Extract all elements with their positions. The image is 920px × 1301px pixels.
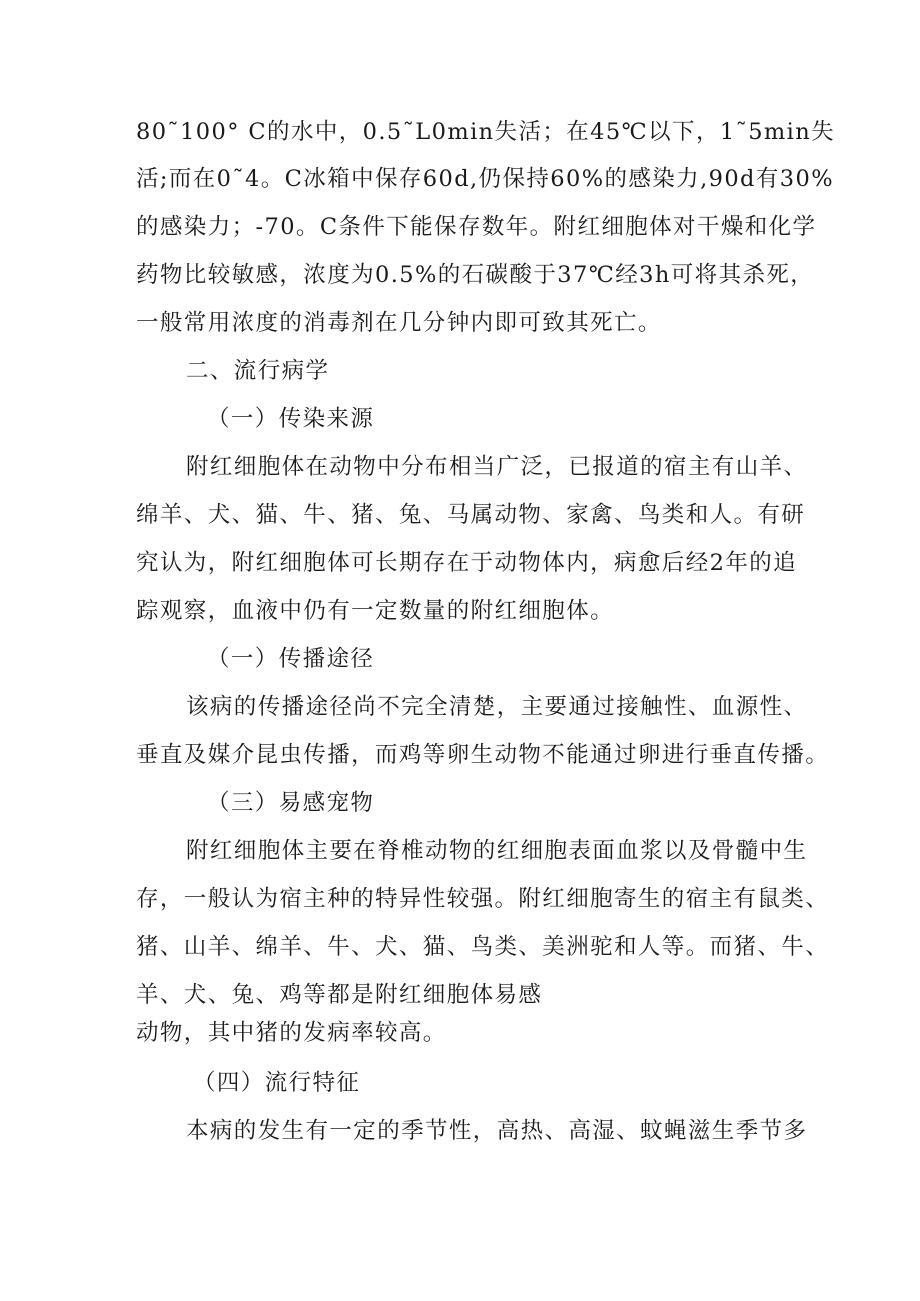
subsection-heading: （三）易感宠物 xyxy=(207,790,375,816)
paragraph-line: 的感染力；-70。C条件下能保存数年。附红细胞体对干燥和化学 xyxy=(136,214,817,240)
paragraph-line: 绵羊、犬、猫、牛、猪、兔、马属动物、家禽、鸟类和人。有研 xyxy=(136,502,806,528)
paragraph-line: 羊、犬、兔、鸡等都是附红细胞体易感 xyxy=(136,982,543,1008)
subsection-heading: （一）传播途径 xyxy=(207,646,375,672)
paragraph-line: 药物比较敏感，浓度为0.5%的石碳酸于37℃经3h可将其杀死， xyxy=(136,262,815,288)
paragraph-line: 附红细胞体主要在脊椎动物的红细胞表面血浆以及骨髓中生 xyxy=(186,838,808,864)
paragraph-line: 猪、山羊、绵羊、牛、犬、猫、鸟类、美洲驼和人等。而猪、牛、 xyxy=(136,934,830,960)
paragraph-line: 动物，其中猪的发病率较高。 xyxy=(136,1020,447,1046)
paragraph-line: 活;而在0˜4。C冰箱中保存60d,仍保持60%的感染力,90d有30% xyxy=(136,166,834,192)
paragraph-line: 80˜100° C的水中，0.5˜L0min失活；在45℃以下，1˜5min失 xyxy=(136,119,836,145)
paragraph-line: 垂直及媒介昆虫传播，而鸡等卵生动物不能通过卵进行垂直传播。 xyxy=(136,742,830,768)
paragraph-line: 究认为，附红细胞体可长期存在于动物体内，病愈后经2年的追 xyxy=(136,550,798,576)
paragraph-line: 本病的发生有一定的季节性，高热、高湿、蚊蝇滋生季节多 xyxy=(186,1118,808,1144)
paragraph-line: 附红细胞体在动物中分布相当广泛，已报道的宿主有山羊、 xyxy=(186,454,808,480)
paragraph-line: 踪观察，血液中仍有一定数量的附红细胞体。 xyxy=(136,598,615,624)
section-heading: 二、流行病学 xyxy=(186,358,330,384)
paragraph-line: 该病的传播途径尚不完全清楚，主要通过接触性、血源性、 xyxy=(186,694,808,720)
subsection-heading: （四）流行特征 xyxy=(193,1070,361,1096)
subsection-heading: （一）传染来源 xyxy=(207,406,375,432)
paragraph-line: 存，一般认为宿主种的特异性较强。附红细胞寄生的宿主有鼠类、 xyxy=(136,886,830,912)
paragraph-line: 一般常用浓度的消毒剂在几分钟内即可致其死亡。 xyxy=(136,310,662,336)
